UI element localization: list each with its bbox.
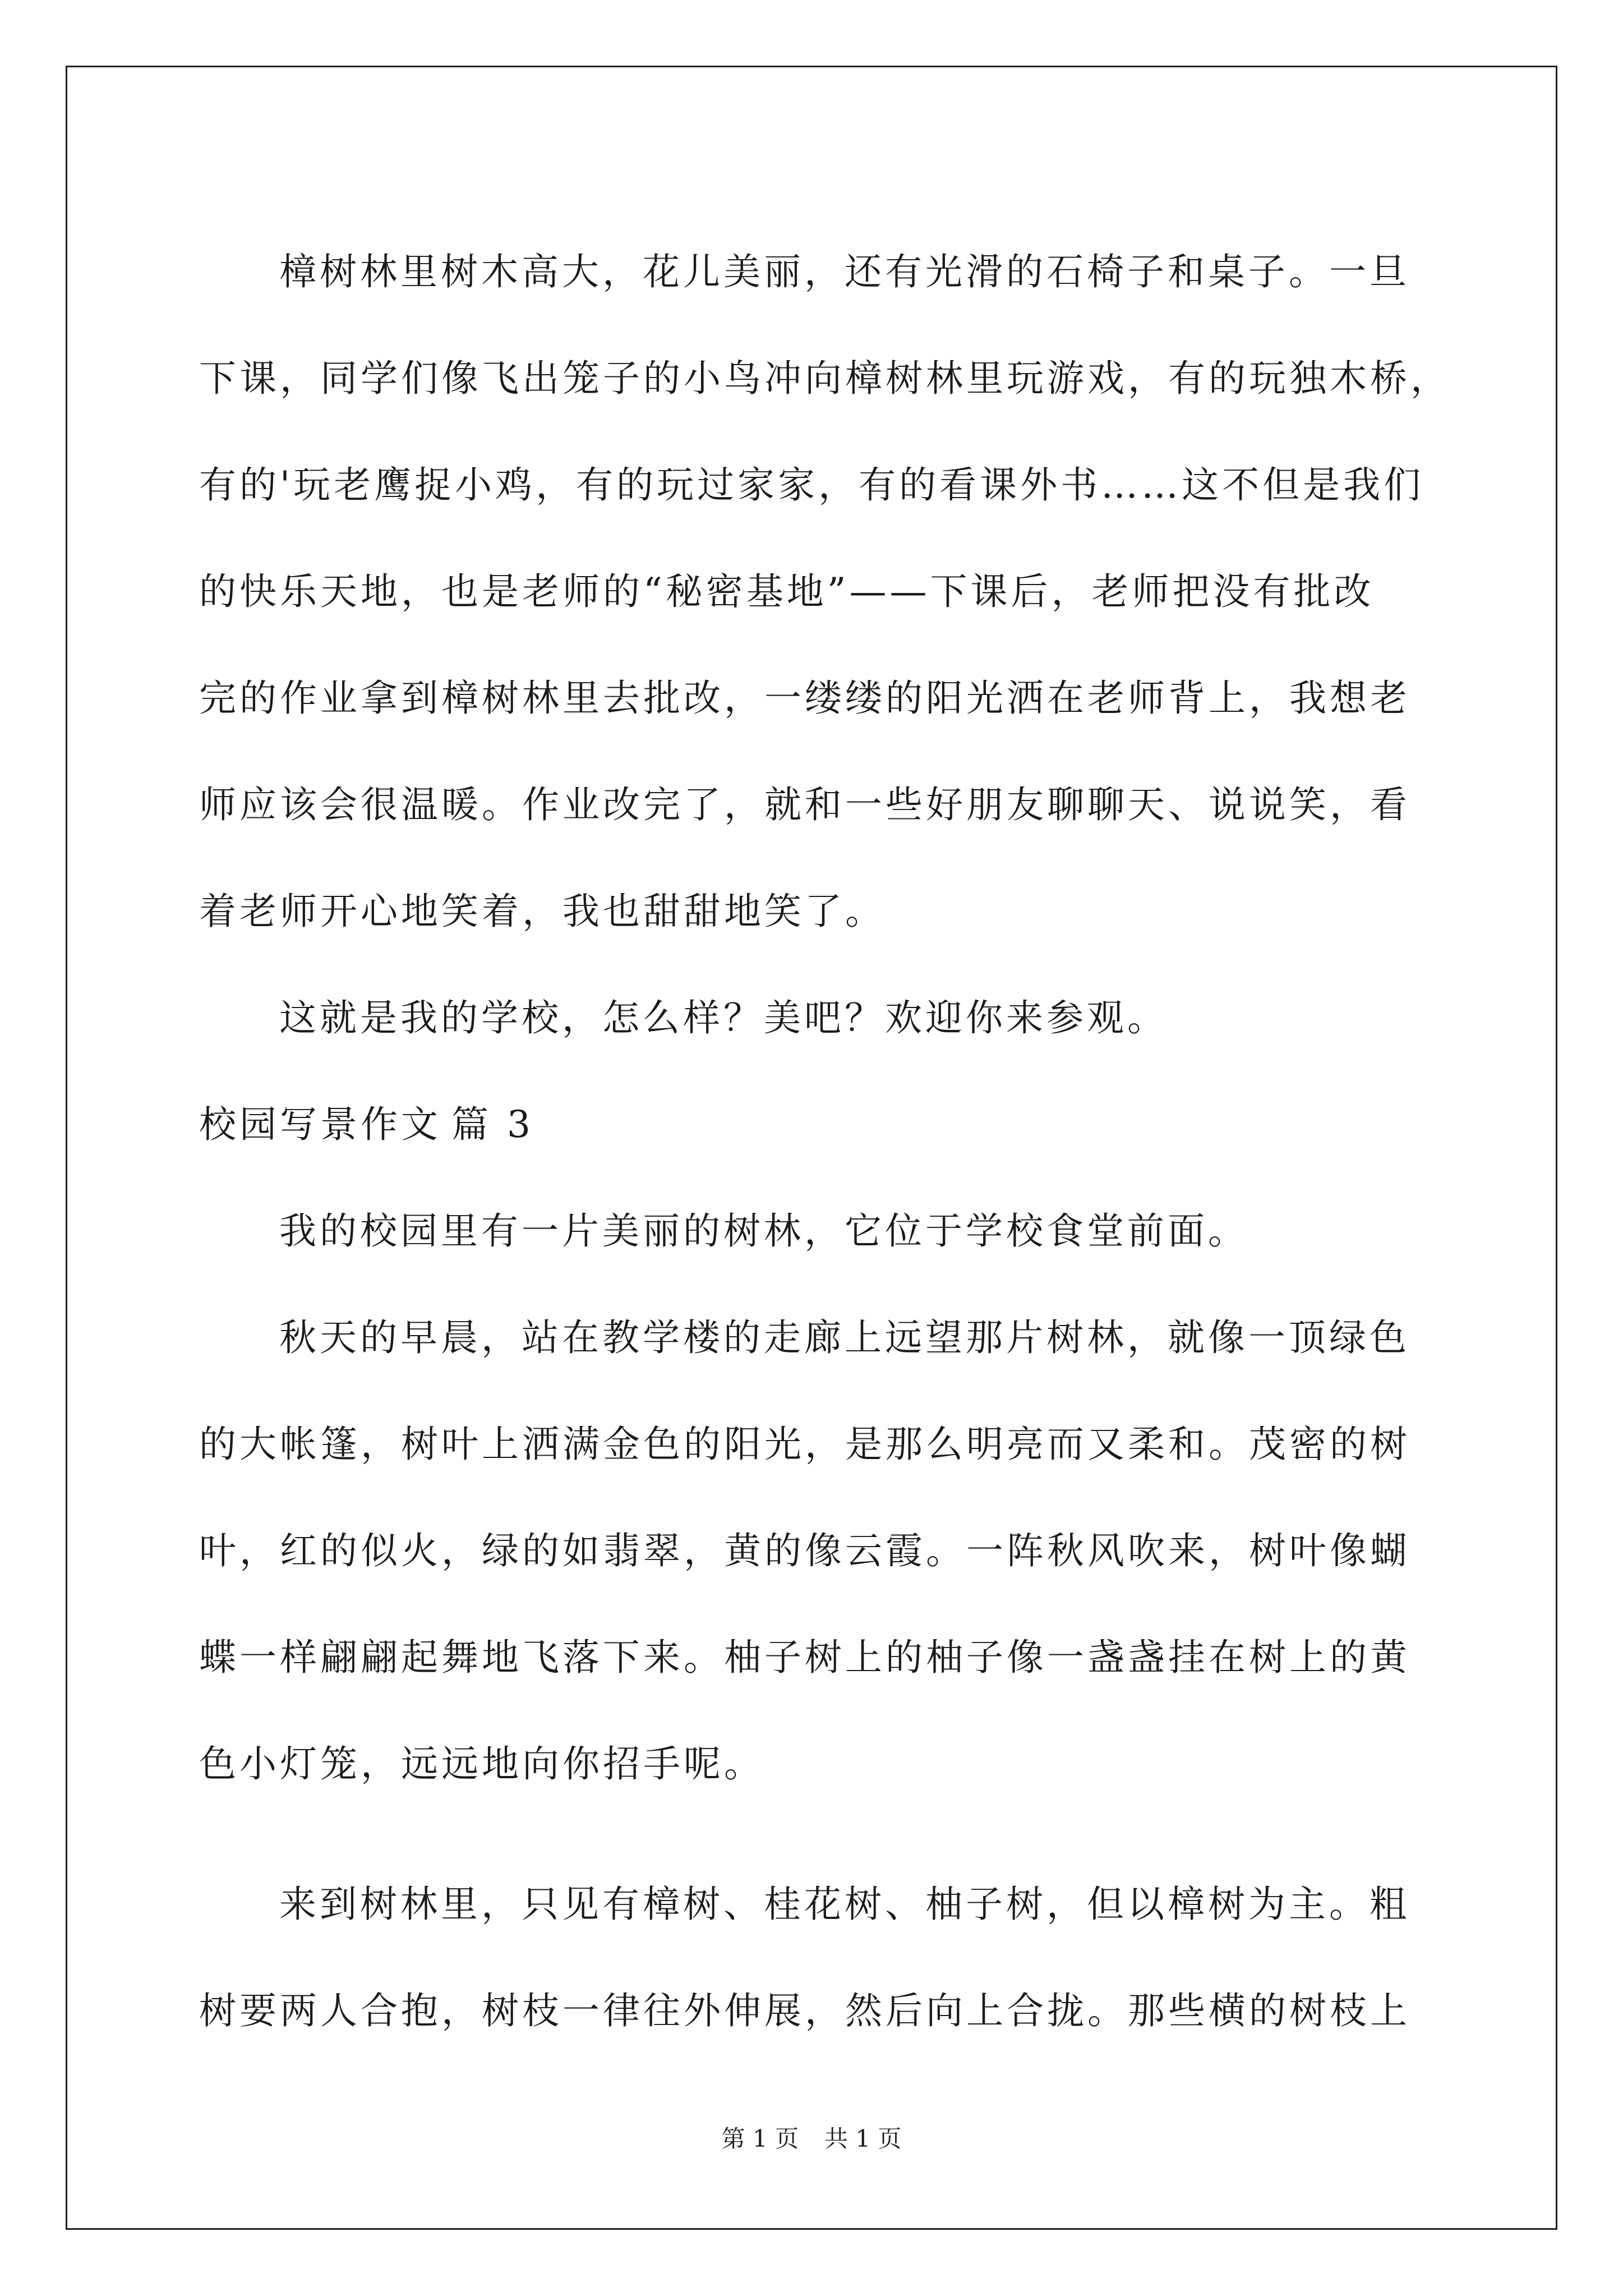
text-line: 有的'玩老鹰捉小鸡，有的玩过家家，有的看课外书……这不但是我们 <box>199 463 1424 507</box>
text-line: 的大帐篷，树叶上洒满金色的阳光，是那么明亮而又柔和。茂密的树 <box>199 1423 1410 1466</box>
paragraph-gap <box>199 1818 1433 1851</box>
section-heading <box>199 1071 1433 1178</box>
text-line: 完的作业拿到樟树林里去批改，一缕缕的阳光洒在老师背上，我想老 <box>199 677 1410 720</box>
document-body <box>199 219 1451 2064</box>
text-line: 的快乐天地，也是老师的“秘密基地”——下课后，老师把没有批改 <box>199 570 1375 613</box>
text-line: 下课，同学们像飞出笼子的小鸟冲向樟树林里玩游戏，有的玩独木桥， <box>199 357 1451 400</box>
page-number: 第 1 页 <box>721 2125 799 2152</box>
page-total: 共 1 页 <box>824 2125 902 2152</box>
text-line: 师应该会很温暖。作业改完了，就和一些好朋友聊聊天、说说笑，看 <box>199 783 1410 826</box>
text-line: 着老师开心地笑着，我也甜甜地笑了。 <box>199 890 886 933</box>
text-line: 来到树林里，只见有樟树、桂花树、柚子树，但以樟树为主。粗 <box>279 1883 1410 1926</box>
text-line: 我的校园里有一片美丽的树林，它位于学校食堂前面。 <box>279 1209 1248 1253</box>
page-footer <box>0 2120 1623 2154</box>
text-line: 这就是我的学校，怎么样？美吧？欢迎你来参观。 <box>279 996 1168 1039</box>
section-heading-number: 篇 3 <box>451 1103 534 1146</box>
text-line: 叶，红的似火，绿的如翡翠，黄的像云霞。一阵秋风吹来，树叶像蝴 <box>199 1529 1410 1572</box>
text-line: 树要两人合抱，树枝一律往外伸展，然后向上合拢。那些横的树枝上 <box>199 1989 1410 2032</box>
text-line: 秋天的早晨，站在教学楼的走廊上远望那片树林，就像一顶绿色 <box>279 1316 1410 1359</box>
text-line: 蝶一样翩翩起舞地飞落下来。柚子树上的柚子像一盏盏挂在树上的黄 <box>199 1636 1410 1679</box>
text-line: 樟树林里树木高大，花儿美丽，还有光滑的石椅子和桌子。一旦 <box>279 250 1410 293</box>
section-heading-title: 校园写景作文 <box>199 1103 441 1146</box>
text-line: 色小灯笼，远远地向你招手呢。 <box>199 1742 764 1786</box>
